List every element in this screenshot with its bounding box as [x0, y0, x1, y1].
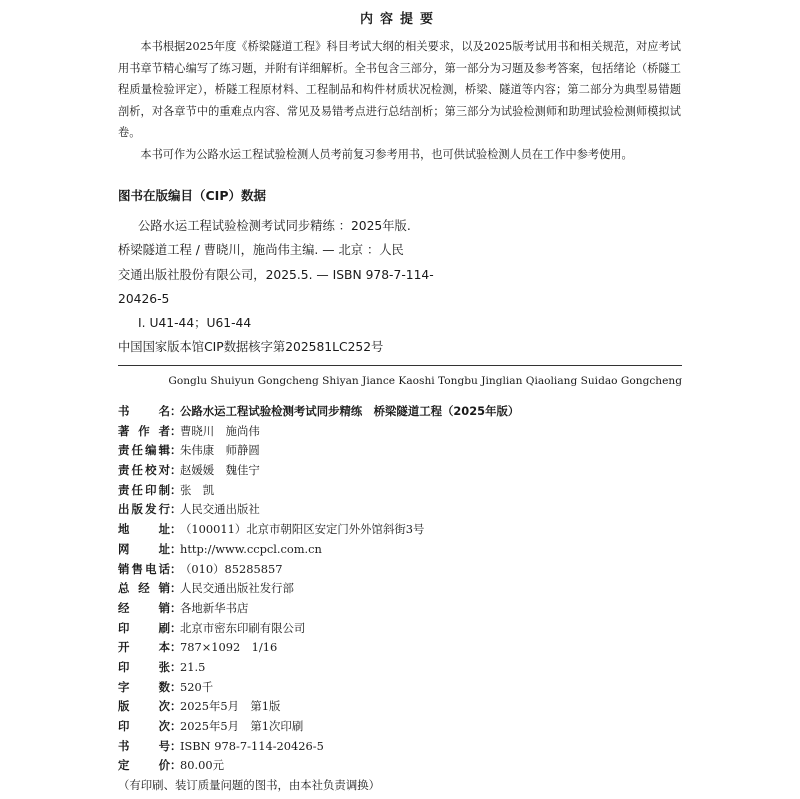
colophon [118, 402, 682, 796]
colophon-value: 朱伟康 师静圆 [180, 443, 260, 458]
colophon-colon: ： [170, 423, 182, 438]
cip-line: 中国国家版本馆CIP数据核字第202581LC252号 [118, 340, 384, 355]
colophon-colon: ： [170, 581, 182, 596]
content-summary [118, 36, 681, 165]
colophon-colon: ： [170, 679, 182, 694]
colophon-label: 印刷 [118, 620, 170, 635]
summary-paragraph: 本书根据2025年度《桥梁隧道工程》科目考试大纲的相关要求，以及2025版考试用书和相关规范，对应考试用书章节精心编写了练习题，并附有详细解析。全书包含三部分，第一部分为习题及参考答案，包括绪论（桥隧工程质量检验评定），桥隧工程原材料、工程制品和构件材质状况检测，桥梁、隧道等内容；第二部分为典型易错题剖析，对各章节中的重难点内容、常见及易错考点进行总结剖析；第三部分为试验检测师和助理试验检测师模拟试卷。 [118, 40, 681, 139]
colophon-label: 经销 [118, 600, 170, 615]
divider-rule [118, 365, 682, 366]
colophon-label: 著作者 [118, 423, 170, 438]
colophon-value: http://www.ccpcl.com.cn [180, 541, 322, 556]
colophon-colon: ： [170, 522, 182, 537]
cip-line: 公路水运工程试验检测考试同步精练 ：2025年版. [138, 219, 411, 233]
colophon-label: 定价 [118, 758, 170, 773]
colophon-label: 责任编辑 [118, 443, 170, 458]
colophon-row [118, 520, 682, 540]
colophon-value: 各地新华书店 [180, 600, 249, 615]
colophon-label: 网址 [118, 541, 170, 556]
colophon-colon: ： [170, 699, 182, 714]
colophon-row [118, 678, 682, 698]
colophon-value: 曹晓川 施尚伟 [180, 423, 260, 438]
colophon-value: 公路水运工程试验检测考试同步精练 桥梁隧道工程（2025年版） [180, 404, 520, 418]
page-title: 内容提要 [359, 12, 440, 27]
pinyin-title: Gonglu Shuiyun Gongcheng Shiyan Jiance Kaoshi Tongbu Jinglian Qiaoliang Suidao Gongcheng [168, 375, 682, 387]
colophon-colon: ： [170, 502, 182, 517]
colophon-value: （100011）北京市朝阳区安定门外外馆斜街3号 [180, 522, 425, 537]
colophon-row [118, 500, 682, 520]
colophon-value: 21.5 [180, 659, 206, 674]
colophon-row [118, 756, 682, 776]
colophon-value: 2025年5月 第1次印刷 [180, 719, 304, 733]
colophon-row [118, 658, 682, 678]
colophon-row [118, 441, 682, 461]
colophon-colon: ： [170, 738, 182, 753]
colophon-colon: ： [170, 659, 182, 674]
colophon-value: 北京市密东印刷有限公司 [180, 620, 306, 635]
colophon-colon: ： [170, 482, 182, 497]
colophon-value: ISBN 978-7-114-20426-5 [180, 738, 324, 753]
colophon-colon: ： [170, 541, 182, 556]
colophon-value: 787×1092 1/16 [180, 640, 278, 655]
cip-line: 20426-5 [118, 291, 170, 306]
colophon-label: 字数 [118, 679, 170, 694]
cip-line: Ⅰ. U41-44；U61-44 [138, 316, 252, 331]
colophon-label: 出版发行 [118, 502, 170, 517]
colophon-label: 销售电话 [118, 561, 170, 576]
colophon-value: 80.00元 [180, 758, 224, 773]
quality-note: （有印刷、装订质量问题的图书，由本社负责调换） [118, 778, 380, 793]
colophon-label: 开本 [118, 640, 170, 655]
summary-paragraph: 本书可作为公路水运工程试验检测人员考前复习参考用书，也可供试验检测人员在工作中参考使用。 [140, 147, 633, 161]
colophon-row [118, 560, 682, 580]
colophon-label: 书名 [118, 404, 170, 418]
colophon-colon: ： [170, 719, 182, 733]
colophon-colon: ： [170, 620, 182, 635]
cip-line: 桥梁隧道工程 / 曹晓川，施尚伟主编. — 北京 ：人民 [118, 243, 404, 258]
colophon-row [118, 717, 682, 737]
colophon-row [118, 579, 682, 599]
colophon-colon: ： [170, 404, 182, 418]
colophon-colon: ： [170, 443, 182, 458]
colophon-row [118, 402, 682, 422]
colophon-row [118, 481, 682, 501]
colophon-label: 书号 [118, 738, 170, 753]
colophon-label: 地址 [118, 522, 170, 537]
colophon-colon: ： [170, 600, 182, 615]
colophon-label: 总经销 [118, 581, 170, 596]
cip-heading: 图书在版编目（CIP）数据 [118, 188, 266, 203]
colophon-label: 印次 [118, 719, 170, 733]
colophon-row [118, 461, 682, 481]
cip-line: 交通出版社股份有限公司，2025.5. — ISBN 978-7-114- [118, 267, 434, 282]
colophon-row [118, 697, 682, 717]
colophon-value: 赵媛媛 魏佳宁 [180, 463, 260, 478]
colophon-label: 责任印制 [118, 482, 170, 497]
colophon-value: 人民交通出版社发行部 [180, 581, 294, 596]
colophon-label: 版次 [118, 699, 170, 714]
colophon-colon: ： [170, 758, 182, 773]
colophon-row [118, 619, 682, 639]
colophon-colon: ： [170, 463, 182, 478]
colophon-label: 印张 [118, 659, 170, 674]
colophon-value: 2025年5月 第1版 [180, 699, 281, 714]
colophon-value: 张 凯 [180, 482, 215, 497]
colophon-row [118, 540, 682, 560]
colophon-value: 人民交通出版社 [180, 502, 260, 517]
colophon-row [118, 599, 682, 619]
colophon-row [118, 638, 682, 658]
colophon-colon: ： [170, 561, 182, 576]
colophon-row [118, 737, 682, 757]
colophon-label: 责任校对 [118, 463, 170, 478]
colophon-row [118, 422, 682, 442]
colophon-value: 520千 [180, 679, 214, 694]
cip-record [118, 214, 458, 360]
colophon-value: （010）85285857 [180, 561, 283, 576]
colophon-colon: ： [170, 640, 182, 655]
